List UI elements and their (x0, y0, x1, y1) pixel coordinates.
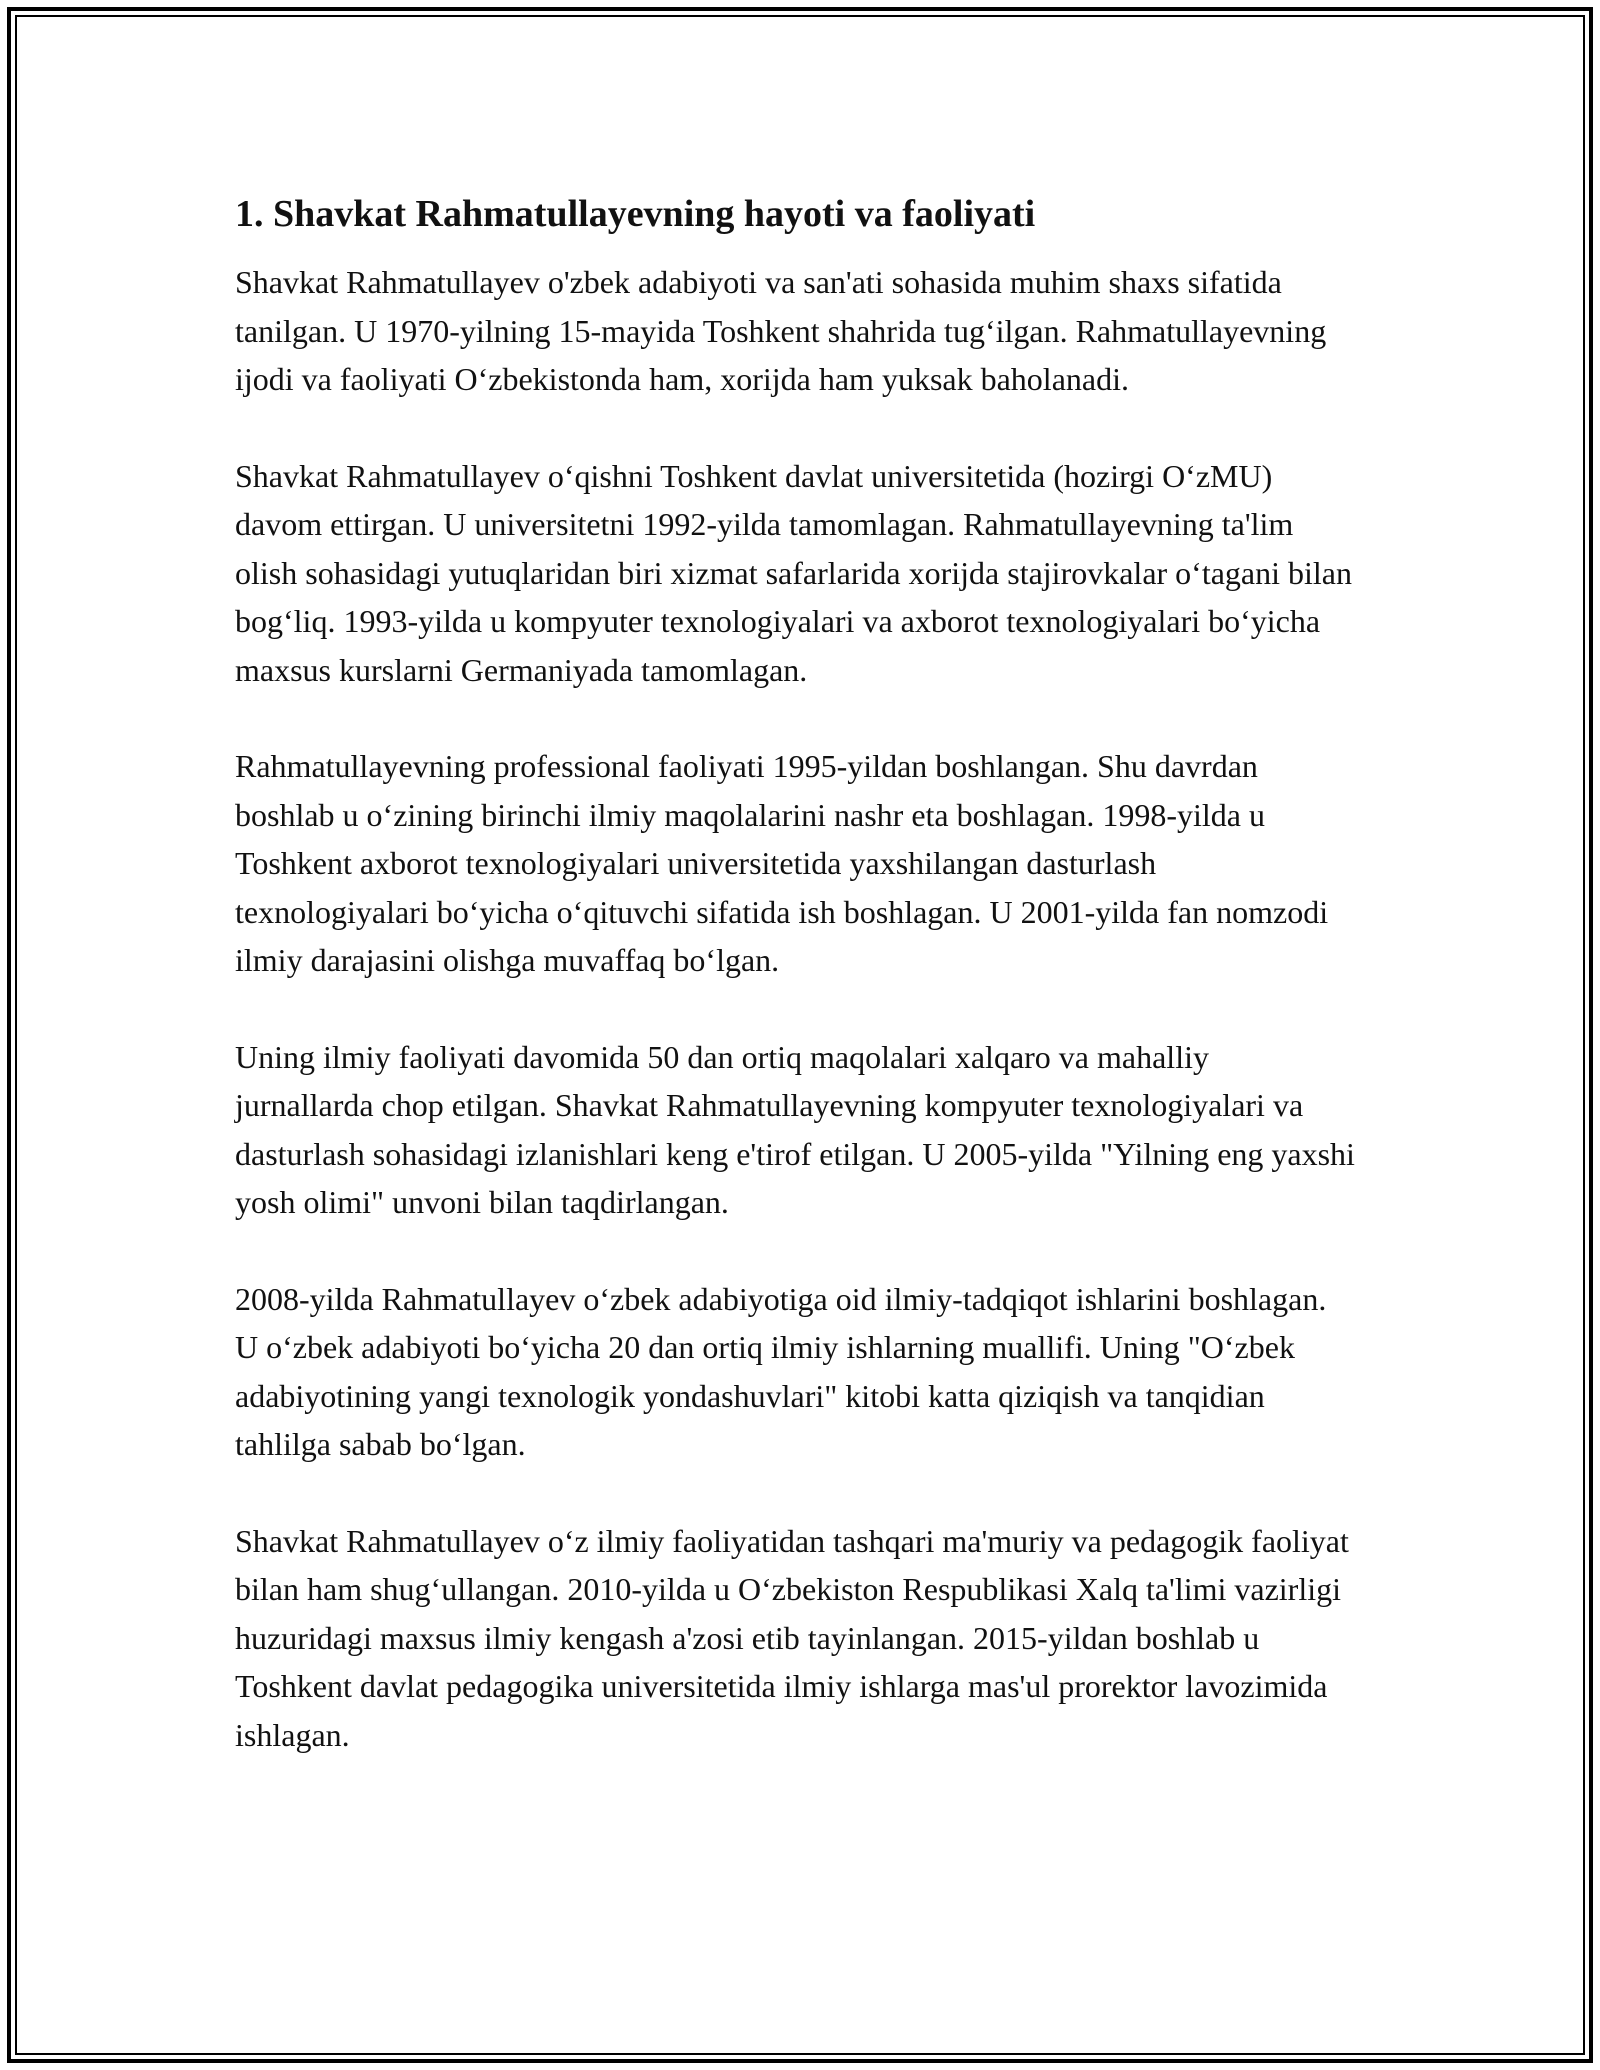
paragraph-2: Shavkat Rahmatullayev o‘qishni Toshkent davlat universitetida (hozirgi O‘zMU) davom ettirgan. U universitetni 1992-yilda tamomlagan. Rahmatullayevning ta'lim olish sohasidagi yutuqlaridan biri xizmat safarlarida xorijda stajirovkalar o‘tagani bilan bog‘liq. 1993-yilda u kompyuter texnologiyalari va axborot texnologiyalari bo‘yicha maxsus kurslarni Germaniyada tamomlagan. (235, 457, 1352, 688)
section-heading: 1. Shavkat Rahmatullayevning hayoti va faoliyati (235, 193, 1036, 235)
paragraph-5: 2008-yilda Rahmatullayev o‘zbek adabiyotiga oid ilmiy-tadqiqot ishlarini boshlagan. U o‘zbek adabiyoti bo‘yicha 20 dan ortiq ilmiy ishlarning muallifi. Uning "O‘zbek adabiyotining yangi texnologik yondashuvlari" kitobi katta qiziqish va tanqidian tahlilga sabab bo‘lgan. (235, 1280, 1327, 1462)
document-body (235, 190, 1355, 1759)
paragraph-3: Rahmatullayevning professional faoliyati 1995-yildan boshlangan. Shu davrdan boshlab u o‘zining birinchi ilmiy maqolalarini nashr eta boshlagan. 1998-yilda u Toshkent axborot texnologiyalari universitetida yaxshilangan dasturlash texnologiyalari bo‘yicha o‘qituvchi sifatida ish boshlagan. U 2001-yilda fan nomzodi ilmiy darajasini olishga muvaffaq bo‘lgan. (235, 748, 1329, 978)
paragraph-1: Shavkat Rahmatullayev o'zbek adabiyoti va san'ati sohasida muhim shaxs sifatida tanilgan. U 1970-yilning 15-mayida Toshkent shahrida tug‘ilgan. Rahmatullayevning ijodi va faoliyati O‘zbekistonda ham, xorijda ham yuksak baholanadi. (235, 264, 1327, 397)
paragraph-4: Uning ilmiy faoliyati davomida 50 dan ortiq maqolalari xalqaro va mahalliy jurnallarda chop etilgan. Shavkat Rahmatullayevning kompyuter texnologiyalari va dasturlash sohasidagi izlanishlari keng e'tirof etilgan. U 2005-yilda "Yilning eng yaxshi yosh olimi" unvoni bilan taqdirlangan. (235, 1038, 1355, 1220)
paragraph-6: Shavkat Rahmatullayev o‘z ilmiy faoliyatidan tashqari ma'muriy va pedagogik faoliyat bilan ham shug‘ullangan. 2010-yilda u O‘zbekiston Respublikasi Xalq ta'limi vazirligi huzuridagi maxsus ilmiy kengash a'zosi etib tayinlangan. 2015-yildan boshlab u Toshkent davlat pedagogika universitetida ilmiy ishlarga mas'ul prorektor lavozimida ishlagan. (235, 1522, 1349, 1753)
